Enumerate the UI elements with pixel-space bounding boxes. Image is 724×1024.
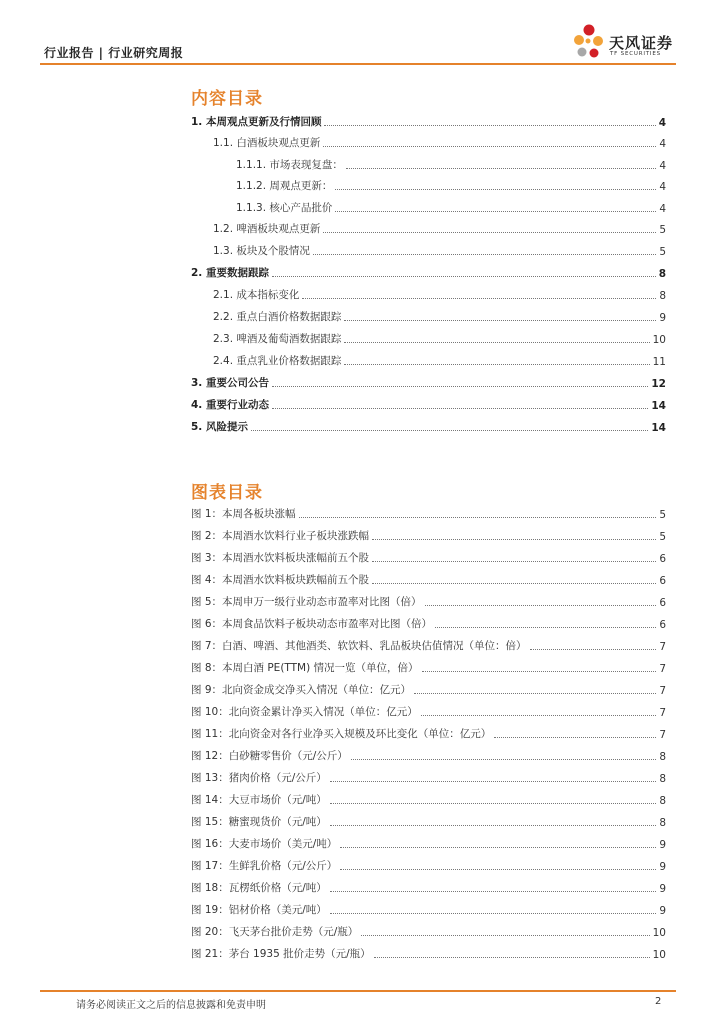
toc-entry-page: 4 — [658, 117, 666, 129]
figure-entry-label: 图 19：铝材价格（美元/吨） — [191, 904, 327, 916]
figure-entry[interactable] — [191, 749, 666, 763]
toc-entry-label: 2.3. 啤酒及葡萄酒数据跟踪 — [213, 333, 342, 345]
tf-logo-icon — [571, 20, 607, 60]
leader-dots — [324, 125, 655, 126]
company-logo — [571, 20, 681, 62]
figure-entry[interactable] — [191, 661, 666, 675]
leader-dots — [374, 957, 650, 958]
figure-entry-page: 5 — [659, 509, 666, 521]
leader-dots — [330, 781, 657, 782]
figure-entry[interactable] — [191, 551, 666, 565]
figure-entry-page: 10 — [652, 949, 666, 961]
toc-entry-label: 5. 风险提示 — [191, 421, 248, 433]
figure-entry-label: 图 16：大麦市场价（美元/吨） — [191, 838, 338, 850]
toc-entry-label: 2. 重要数据跟踪 — [191, 267, 269, 279]
figure-entry-label: 图 8：本周白酒 PE(TTM) 情况一览（单位，倍） — [191, 662, 419, 674]
leader-dots — [344, 364, 649, 365]
figure-entry-label: 图 17：生鲜乳价格（元/公斤） — [191, 860, 338, 872]
toc-entry[interactable] — [213, 310, 666, 324]
leader-dots — [323, 146, 656, 147]
toc-entry-page: 14 — [651, 422, 666, 434]
toc-entry-page: 8 — [658, 268, 666, 280]
figure-entry-label: 图 6：本周食品饮料子板块动态市盈率对比图（倍） — [191, 618, 433, 630]
figure-entry-page: 7 — [659, 685, 666, 697]
figure-entry-label: 图 11：北向资金对各行业净买入规模及环比变化（单位：亿元） — [191, 728, 492, 740]
leader-dots — [272, 386, 648, 387]
toc-entry[interactable] — [213, 222, 666, 236]
toc-entry-page: 4 — [659, 160, 666, 172]
toc-entry-label: 3. 重要公司公告 — [191, 377, 269, 389]
header-divider — [40, 63, 676, 65]
toc-entry[interactable] — [236, 201, 666, 215]
figure-entry-label: 图 10：北向资金累计净买入情况（单位：亿元） — [191, 706, 418, 718]
leader-dots — [530, 649, 657, 650]
leader-dots — [435, 627, 656, 628]
figure-entry-page: 8 — [659, 773, 666, 785]
figure-entry-page: 9 — [659, 905, 666, 917]
toc-entry-page: 14 — [651, 400, 666, 412]
figure-entry-label: 图 4：本周酒水饮料板块跌幅前五个股 — [191, 574, 370, 586]
figure-entry-page: 7 — [659, 663, 666, 675]
leader-dots — [330, 803, 657, 804]
toc-entry-label: 1.1.1. 市场表现复盘： — [236, 159, 343, 171]
logo-name: 天风证券 — [609, 34, 674, 52]
toc-entry[interactable] — [191, 266, 666, 280]
figure-entry[interactable] — [191, 837, 666, 851]
figure-entry-page: 6 — [659, 619, 666, 631]
page-number: 2 — [655, 996, 662, 1007]
figure-entry-page: 8 — [659, 795, 666, 807]
toc-entry[interactable] — [191, 376, 666, 390]
toc-entry-label: 1.1.3. 核心产品批价 — [236, 202, 333, 214]
leader-dots — [346, 168, 656, 169]
leader-dots — [351, 759, 657, 760]
figure-entry[interactable] — [191, 617, 666, 631]
toc-entry[interactable] — [213, 354, 666, 368]
toc-entry-page: 5 — [659, 224, 666, 236]
toc-entry-label: 1. 本周观点更新及行情回顾 — [191, 116, 322, 128]
figure-entry-label: 图 13：猪肉价格（元/公斤） — [191, 772, 327, 784]
toc-entry[interactable] — [213, 288, 666, 302]
leader-dots — [494, 737, 656, 738]
figure-entry-label: 图 3：本周酒水饮料板块涨幅前五个股 — [191, 552, 370, 564]
leader-dots — [425, 605, 657, 606]
figure-entry[interactable] — [191, 529, 666, 543]
figure-entry-label: 图 5：本周申万一级行业动态市盈率对比图（倍） — [191, 596, 422, 608]
leader-dots — [323, 232, 656, 233]
figure-entry-page: 9 — [659, 839, 666, 851]
figure-entry[interactable] — [191, 639, 666, 653]
toc-entry[interactable] — [236, 158, 666, 172]
toc-entry-page: 8 — [659, 290, 666, 302]
figure-entry-page: 10 — [652, 927, 666, 939]
figure-entry[interactable] — [191, 683, 666, 697]
toc-entry-page: 4 — [659, 203, 666, 215]
leader-dots — [372, 583, 656, 584]
toc-entry-page: 11 — [652, 356, 666, 368]
toc-entry[interactable] — [213, 332, 666, 346]
leader-dots — [330, 825, 657, 826]
figure-entry[interactable] — [191, 771, 666, 785]
leader-dots — [299, 517, 657, 518]
figure-entry-page: 9 — [659, 861, 666, 873]
figure-entry[interactable] — [191, 595, 666, 609]
figure-entry-label: 图 18：瓦楞纸价格（元/吨） — [191, 882, 327, 894]
toc-entry[interactable] — [191, 420, 666, 434]
toc-entry-page: 4 — [659, 138, 666, 150]
figure-entry-page: 7 — [659, 641, 666, 653]
figure-entry-label: 图 14：大豆市场价（元/吨） — [191, 794, 327, 806]
leader-dots — [313, 254, 656, 255]
toc-entry-label: 2.4. 重点乳业价格数据跟踪 — [213, 355, 342, 367]
toc-entry-label: 1.2. 啤酒板块观点更新 — [213, 223, 321, 235]
figure-entry-page: 7 — [659, 707, 666, 719]
figure-entry-label: 图 1：本周各板块涨幅 — [191, 508, 296, 520]
figure-entry-label: 图 12：白砂糖零售价（元/公斤） — [191, 750, 348, 762]
leader-dots — [361, 935, 649, 936]
figure-entry-label: 图 9：北向资金成交净买入情况（单位：亿元） — [191, 684, 412, 696]
figure-entry[interactable] — [191, 793, 666, 807]
figure-entry-page: 6 — [659, 575, 666, 587]
leader-dots — [335, 189, 656, 190]
leader-dots — [272, 408, 648, 409]
leader-dots — [344, 342, 649, 343]
toc-entry-page: 10 — [652, 334, 666, 346]
toc-entry-page: 12 — [651, 378, 666, 390]
footer-disclaimer: 请务必阅读正文之后的信息披露和免责申明 — [76, 1000, 266, 1011]
figure-entry-page: 6 — [659, 597, 666, 609]
figure-entry-label: 图 15：糖蜜现货价（元/吨） — [191, 816, 327, 828]
leader-dots — [335, 211, 656, 212]
leader-dots — [372, 539, 656, 540]
toc-entry-label: 1.3. 板块及个股情况 — [213, 245, 310, 257]
figure-entry-page: 6 — [659, 553, 666, 565]
figure-entry[interactable] — [191, 727, 666, 741]
toc-entry[interactable] — [191, 398, 666, 412]
leader-dots — [330, 891, 657, 892]
leader-dots — [344, 320, 656, 321]
toc-entry-page: 5 — [659, 246, 666, 258]
figure-entry[interactable] — [191, 507, 666, 521]
toc-entry-label: 1.1.2. 周观点更新： — [236, 180, 333, 192]
leader-dots — [251, 430, 648, 431]
leader-dots — [421, 715, 657, 716]
figure-entry[interactable] — [191, 925, 666, 939]
figure-entry[interactable] — [191, 881, 666, 895]
figure-entry-page: 7 — [659, 729, 666, 741]
figures-title: 图表目录 — [191, 483, 263, 503]
toc-entry-page: 9 — [659, 312, 666, 324]
leader-dots — [340, 847, 656, 848]
figure-entry-label: 图 7：白酒、啤酒、其他酒类、软饮料、乳品板块估值情况（单位：倍） — [191, 640, 527, 652]
figure-entry-page: 5 — [659, 531, 666, 543]
figure-entry-label: 图 20：飞天茅台批价走势（元/瓶） — [191, 926, 359, 938]
figure-entry-page: 8 — [659, 751, 666, 763]
figure-entry-label: 图 2：本周酒水饮料行业子板块涨跌幅 — [191, 530, 370, 542]
leader-dots — [414, 693, 656, 694]
toc-entry-label: 2.1. 成本指标变化 — [213, 289, 300, 301]
toc-entry[interactable] — [236, 179, 666, 193]
leader-dots — [272, 276, 656, 277]
toc-entry-label: 4. 重要行业动态 — [191, 399, 269, 411]
toc-entry[interactable] — [191, 115, 666, 129]
figure-entry[interactable] — [191, 815, 666, 829]
figure-entry[interactable] — [191, 947, 666, 961]
toc-entry[interactable] — [213, 244, 666, 258]
toc-title: 内容目录 — [191, 89, 263, 109]
figure-entry[interactable] — [191, 705, 666, 719]
leader-dots — [330, 913, 657, 914]
figure-entry[interactable] — [191, 903, 666, 917]
toc-entry-label: 2.2. 重点白酒价格数据跟踪 — [213, 311, 342, 323]
toc-entry-page: 4 — [659, 181, 666, 193]
figure-entry-page: 9 — [659, 883, 666, 895]
footer-divider — [40, 990, 676, 992]
leader-dots — [422, 671, 657, 672]
leader-dots — [302, 298, 656, 299]
toc-entry[interactable] — [213, 136, 666, 150]
toc-entry-label: 1.1. 白酒板块观点更新 — [213, 137, 321, 149]
figure-entry-page: 8 — [659, 817, 666, 829]
figure-entry-label: 图 21：茅台 1935 批价走势（元/瓶） — [191, 948, 371, 960]
leader-dots — [340, 869, 656, 870]
figure-entry[interactable] — [191, 573, 666, 587]
figure-entry[interactable] — [191, 859, 666, 873]
header-title: 行业报告 | 行业研究周报 — [44, 46, 184, 60]
logo-subtitle: TF SECURITIES — [610, 51, 661, 57]
leader-dots — [372, 561, 656, 562]
